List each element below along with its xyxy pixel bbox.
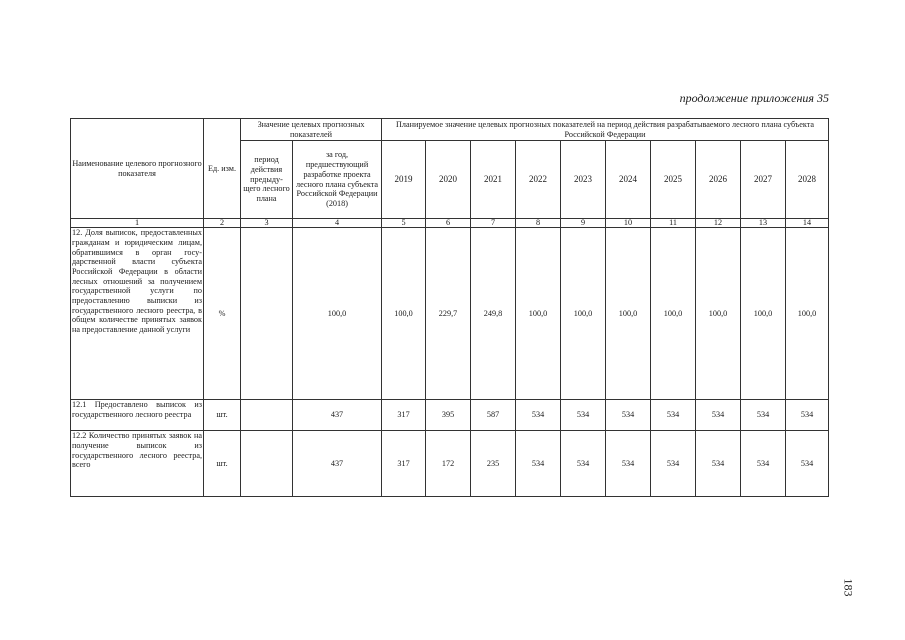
value-cell: 534 xyxy=(741,400,786,431)
period-prev-cell xyxy=(241,228,293,400)
value-cell: 235 xyxy=(471,431,516,497)
column-index-cell: 2 xyxy=(204,219,241,228)
value-cell: 534 xyxy=(741,431,786,497)
header-year: 2027 xyxy=(741,141,786,219)
value-cell: 534 xyxy=(651,431,696,497)
header-period-prev: период действия предыду-щего лесного плана xyxy=(241,141,293,219)
column-index-cell: 11 xyxy=(651,219,696,228)
year-prev-cell: 100,0 xyxy=(293,228,382,400)
header-year: 2023 xyxy=(561,141,606,219)
header-unit: Ед. изм. xyxy=(204,119,241,219)
value-cell: 534 xyxy=(786,431,829,497)
value-cell: 100,0 xyxy=(561,228,606,400)
header-year: 2020 xyxy=(426,141,471,219)
column-index-cell: 7 xyxy=(471,219,516,228)
header-year: 2025 xyxy=(651,141,696,219)
year-prev-cell: 437 xyxy=(293,400,382,431)
column-index-cell: 12 xyxy=(696,219,741,228)
value-cell: 534 xyxy=(561,400,606,431)
value-cell: 100,0 xyxy=(696,228,741,400)
header-indicator-name: Наименование целевого прогнозного показателя xyxy=(71,119,204,219)
value-cell: 100,0 xyxy=(516,228,561,400)
column-index-cell: 4 xyxy=(293,219,382,228)
period-prev-cell xyxy=(241,431,293,497)
column-index-cell: 13 xyxy=(741,219,786,228)
indicators-table xyxy=(70,118,829,497)
column-index-cell: 8 xyxy=(516,219,561,228)
value-cell: 229,7 xyxy=(426,228,471,400)
header-year: 2022 xyxy=(516,141,561,219)
value-cell: 249,8 xyxy=(471,228,516,400)
header-year: 2028 xyxy=(786,141,829,219)
value-cell: 587 xyxy=(471,400,516,431)
value-cell: 100,0 xyxy=(651,228,696,400)
table-row xyxy=(71,400,829,431)
column-index-cell: 1 xyxy=(71,219,204,228)
unit-cell: шт. xyxy=(204,400,241,431)
appendix-caption: продолжение приложения 35 xyxy=(679,91,829,105)
column-index-cell: 3 xyxy=(241,219,293,228)
value-cell: 534 xyxy=(606,400,651,431)
header-year-prev: за год, предшествующий разработке проекта лесного плана субъекта Российской Федерации (2018) xyxy=(293,141,382,219)
header-target-values: Значение целевых прогнозных показателей xyxy=(241,119,382,141)
unit-cell: % xyxy=(204,228,241,400)
header-year: 2019 xyxy=(382,141,426,219)
value-cell: 100,0 xyxy=(606,228,651,400)
header-year: 2021 xyxy=(471,141,516,219)
value-cell: 317 xyxy=(382,431,426,497)
value-cell: 100,0 xyxy=(786,228,829,400)
value-cell: 534 xyxy=(561,431,606,497)
value-cell: 534 xyxy=(651,400,696,431)
column-index-cell: 10 xyxy=(606,219,651,228)
column-index-cell: 5 xyxy=(382,219,426,228)
value-cell: 534 xyxy=(696,431,741,497)
indicator-name-cell: 12.1 Предоставлено выписок из государственного лесного реестра xyxy=(71,400,204,431)
year-prev-cell: 437 xyxy=(293,431,382,497)
value-cell: 534 xyxy=(516,400,561,431)
page-number: 183 xyxy=(841,578,856,597)
indicator-name-cell: 12. Доля выписок, предоставленных гражданам и юридическим лицам, обратившимся в орган госу-дарственной власти субъекта Российской Федерации в области лесных отношений за получением государственной услуги по предоставлению выписки из государственного лесного реестра, в общем количестве принятых заявок на предоставление данной услуги xyxy=(71,228,204,400)
column-index-cell: 6 xyxy=(426,219,471,228)
header-planned-values: Планируемое значение целевых прогнозных показателей на период действия разрабатываемого лесного плана субъекта Российской Федерации xyxy=(382,119,829,141)
value-cell: 395 xyxy=(426,400,471,431)
value-cell: 100,0 xyxy=(741,228,786,400)
table-row xyxy=(71,228,829,400)
table-row xyxy=(71,431,829,497)
value-cell: 100,0 xyxy=(382,228,426,400)
value-cell: 534 xyxy=(606,431,651,497)
unit-cell: шт. xyxy=(204,431,241,497)
value-cell: 534 xyxy=(696,400,741,431)
column-index-cell: 9 xyxy=(561,219,606,228)
header-year: 2026 xyxy=(696,141,741,219)
value-cell: 172 xyxy=(426,431,471,497)
period-prev-cell xyxy=(241,400,293,431)
value-cell: 534 xyxy=(516,431,561,497)
column-index-cell: 14 xyxy=(786,219,829,228)
header-year: 2024 xyxy=(606,141,651,219)
value-cell: 317 xyxy=(382,400,426,431)
indicator-name-cell: 12.2 Количество принятых заявок на получение выписок из государственного лесного реестра, всего xyxy=(71,431,204,497)
value-cell: 534 xyxy=(786,400,829,431)
